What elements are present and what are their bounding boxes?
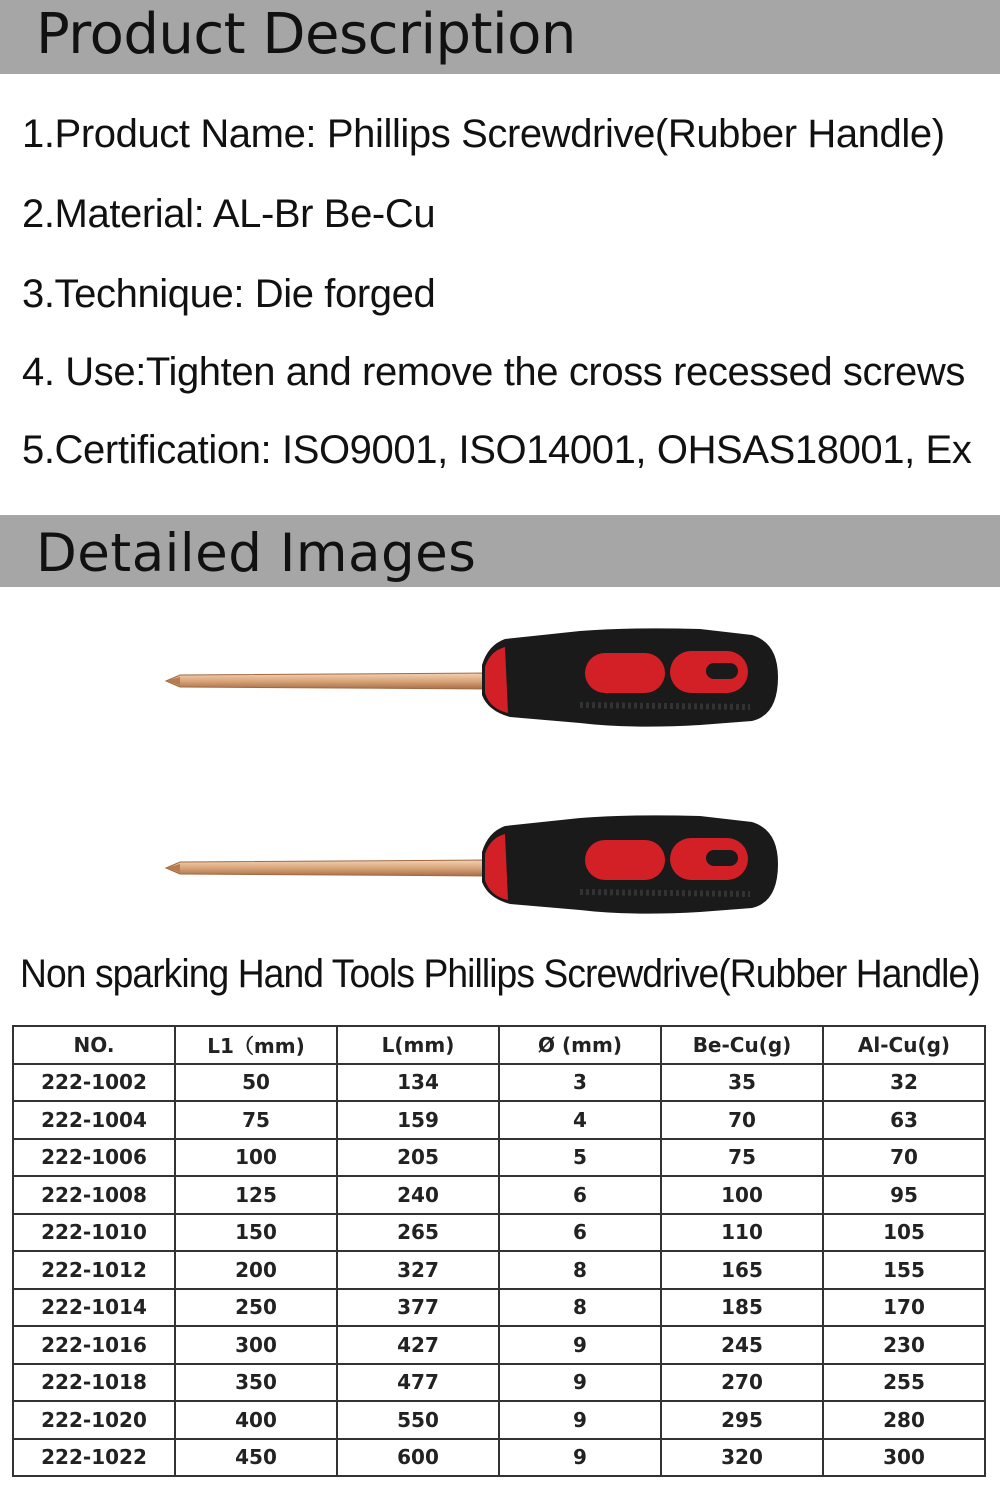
table-cell: 477 <box>337 1364 499 1402</box>
column-header: Be-Cu(g) <box>661 1026 823 1064</box>
table-cell: 75 <box>175 1101 337 1139</box>
table-cell: 400 <box>175 1401 337 1439</box>
table-cell: 222-1012 <box>13 1251 175 1289</box>
table-cell: 170 <box>823 1289 985 1327</box>
screwdriver-image <box>160 625 790 735</box>
table-cell: 427 <box>337 1326 499 1364</box>
table-cell: 350 <box>175 1364 337 1402</box>
table-row <box>13 1364 985 1402</box>
column-header: NO. <box>13 1026 175 1064</box>
table-cell: 9 <box>499 1439 661 1477</box>
column-header: L(mm) <box>337 1026 499 1064</box>
table-cell: 165 <box>661 1251 823 1289</box>
column-header: Al-Cu(g) <box>823 1026 985 1064</box>
table-cell: 255 <box>823 1364 985 1402</box>
table-cell: 222-1008 <box>13 1176 175 1214</box>
table-row <box>13 1289 985 1327</box>
table-cell: 222-1016 <box>13 1326 175 1364</box>
table-row <box>13 1139 985 1177</box>
product-name-line: 1.Product Name: Phillips Screwdrive(Rubber Handle) <box>22 112 945 156</box>
table-cell: 95 <box>823 1176 985 1214</box>
table-cell: 134 <box>337 1064 499 1102</box>
table-cell: 3 <box>499 1064 661 1102</box>
column-header: L1（mm) <box>175 1026 337 1064</box>
table-cell: 377 <box>337 1289 499 1327</box>
table-row <box>13 1214 985 1252</box>
table-row <box>13 1101 985 1139</box>
product-description-banner <box>0 0 1000 74</box>
material-line: 2.Material: AL-Br Be-Cu <box>22 192 436 236</box>
table-cell: 550 <box>337 1401 499 1439</box>
table-cell: 222-1022 <box>13 1439 175 1477</box>
table-cell: 295 <box>661 1401 823 1439</box>
table-cell: 110 <box>661 1214 823 1252</box>
table-cell: 100 <box>661 1176 823 1214</box>
table-cell: 205 <box>337 1139 499 1177</box>
table-row <box>13 1251 985 1289</box>
table-cell: 320 <box>661 1439 823 1477</box>
table-row <box>13 1064 985 1102</box>
table-cell: 222-1006 <box>13 1139 175 1177</box>
table-cell: 222-1004 <box>13 1101 175 1139</box>
table-cell: 75 <box>661 1139 823 1177</box>
table-cell: 6 <box>499 1214 661 1252</box>
table-cell: 327 <box>337 1251 499 1289</box>
table-cell: 222-1002 <box>13 1064 175 1102</box>
table-cell: 9 <box>499 1401 661 1439</box>
table-cell: 9 <box>499 1326 661 1364</box>
table-cell: 159 <box>337 1101 499 1139</box>
table-cell: 70 <box>661 1101 823 1139</box>
table-cell: 105 <box>823 1214 985 1252</box>
table-cell: 240 <box>337 1176 499 1214</box>
table-cell: 222-1014 <box>13 1289 175 1327</box>
table-cell: 150 <box>175 1214 337 1252</box>
table-cell: 32 <box>823 1064 985 1102</box>
table-cell: 265 <box>337 1214 499 1252</box>
table-row <box>13 1176 985 1214</box>
section-title: Detailed Images <box>36 523 477 584</box>
table-row <box>13 1326 985 1364</box>
table-cell: 155 <box>823 1251 985 1289</box>
table-cell: 70 <box>823 1139 985 1177</box>
table-cell: 63 <box>823 1101 985 1139</box>
spec-table <box>12 1025 986 1477</box>
table-cell: 222-1018 <box>13 1364 175 1402</box>
table-cell: 280 <box>823 1401 985 1439</box>
technique-line: 3.Technique: Die forged <box>22 272 436 316</box>
column-header: Ø (mm) <box>499 1026 661 1064</box>
table-cell: 8 <box>499 1289 661 1327</box>
detailed-images-banner <box>0 515 1000 587</box>
table-cell: 222-1010 <box>13 1214 175 1252</box>
table-header-row <box>13 1026 985 1064</box>
table-cell: 100 <box>175 1139 337 1177</box>
table-cell: 250 <box>175 1289 337 1327</box>
table-cell: 8 <box>499 1251 661 1289</box>
table-row <box>13 1439 985 1477</box>
table-cell: 9 <box>499 1364 661 1402</box>
table-cell: 50 <box>175 1064 337 1102</box>
use-line: 4. Use:Tighten and remove the cross recessed screws <box>22 350 965 394</box>
table-cell: 35 <box>661 1064 823 1102</box>
table-cell: 450 <box>175 1439 337 1477</box>
certification-line: 5.Certification: ISO9001, ISO14001, OHSAS18001, Ex <box>22 428 972 472</box>
table-cell: 6 <box>499 1176 661 1214</box>
table-cell: 300 <box>823 1439 985 1477</box>
screwdriver-image <box>160 812 790 922</box>
table-cell: 200 <box>175 1251 337 1289</box>
table-cell: 5 <box>499 1139 661 1177</box>
table-cell: 185 <box>661 1289 823 1327</box>
table-cell: 222-1020 <box>13 1401 175 1439</box>
table-cell: 245 <box>661 1326 823 1364</box>
table-cell: 125 <box>175 1176 337 1214</box>
table-cell: 600 <box>337 1439 499 1477</box>
table-cell: 4 <box>499 1101 661 1139</box>
table-cell: 270 <box>661 1364 823 1402</box>
table-cell: 300 <box>175 1326 337 1364</box>
section-title: Product Description <box>36 2 576 67</box>
table-cell: 230 <box>823 1326 985 1364</box>
table-title: Non sparking Hand Tools Phillips Screwdrive(Rubber Handle) <box>20 952 980 996</box>
table-row <box>13 1401 985 1439</box>
